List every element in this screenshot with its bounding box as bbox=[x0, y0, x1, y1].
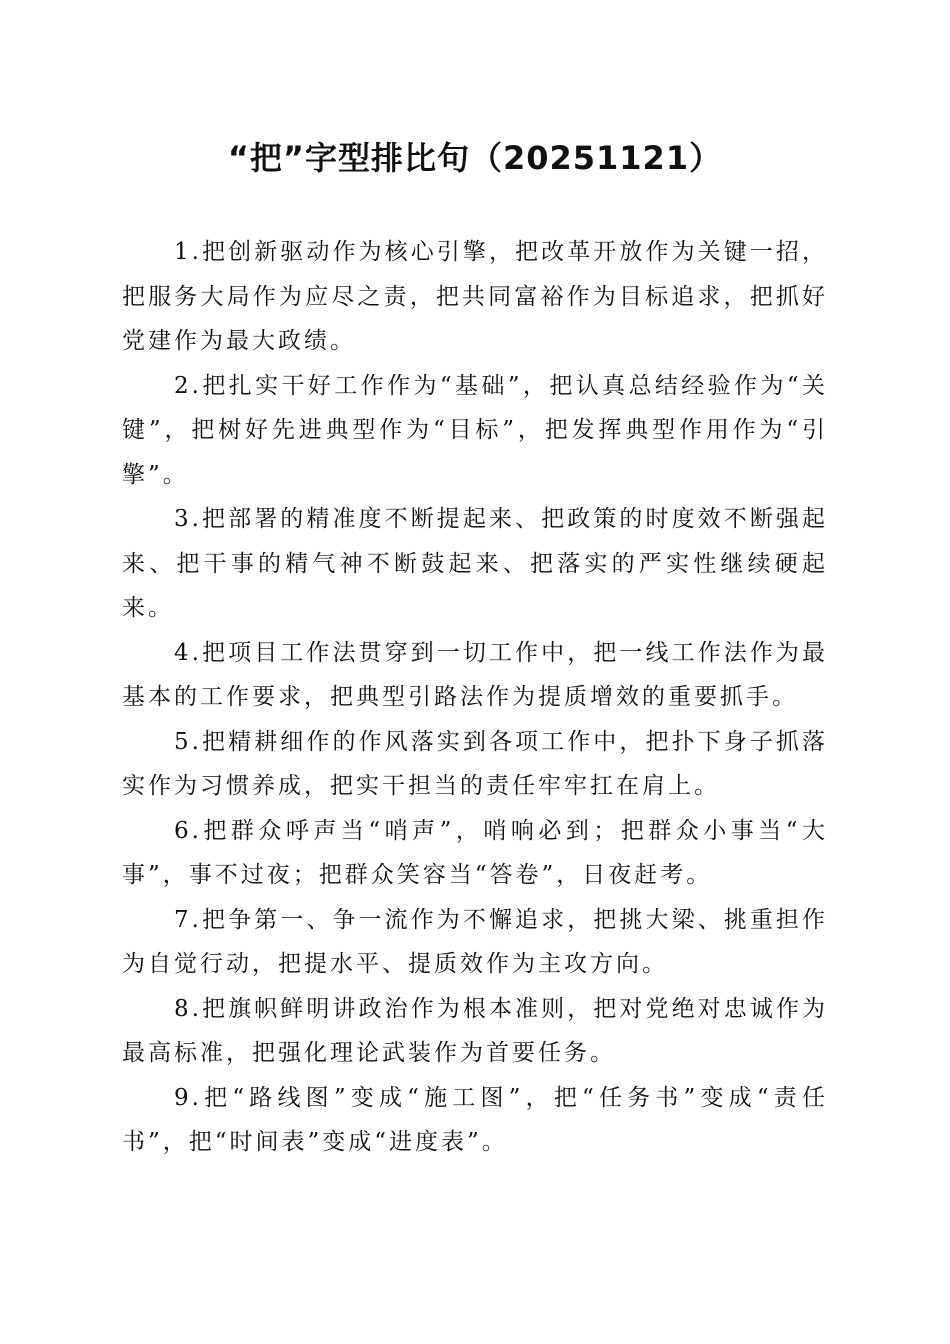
paragraph-1: 1.把创新驱动作为核心引擎，把改革开放作为关键一招，把服务大局作为应尽之责，把共同富裕作为目标追求，把抓好党建作为最大政绩。 bbox=[122, 239, 828, 354]
paragraph-6: 6.把群众呼声当“哨声”，哨响必到；把群众小事当“大事”，事不过夜；把群众笑容当“答卷”，日夜赶考。 bbox=[122, 817, 828, 888]
document-title: “把”字型排比句（20251121） bbox=[227, 139, 723, 177]
paragraph-2: 2.把扎实干好工作作为“基础”，把认真总结经验作为“关键”，把树好先进典型作为“目标”，把发挥典型作用作为“引擎”。 bbox=[122, 372, 828, 488]
paragraph-3: 3.把部署的精准度不断提起来、把政策的时度效不断强起来、把干事的精气神不断鼓起来、把落实的严实性继续硬起来。 bbox=[122, 506, 828, 621]
paragraph-5: 5.把精耕细作的作风落实到各项工作中，把扑下身子抓落实作为习惯养成，把实干担当的责任牢牢扛在肩上。 bbox=[122, 728, 828, 799]
document-body bbox=[122, 230, 828, 1165]
paragraph-8: 8.把旗帜鲜明讲政治作为根本准则，把对党绝对忠诚作为最高标准，把强化理论武装作为首要任务。 bbox=[122, 995, 828, 1066]
paragraph-7: 7.把争第一、争一流作为不懈追求，把挑大梁、挑重担作为自觉行动，把提水平、提质效作为主攻方向。 bbox=[122, 906, 828, 977]
paragraph-9: 9.把“路线图”变成“施工图”，把“任务书”变成“责任书”，把“时间表”变成“进度表”。 bbox=[122, 1084, 828, 1155]
paragraph-4: 4.把项目工作法贯穿到一切工作中，把一线工作法作为最基本的工作要求，把典型引路法作为提质增效的重要抓手。 bbox=[122, 639, 828, 710]
